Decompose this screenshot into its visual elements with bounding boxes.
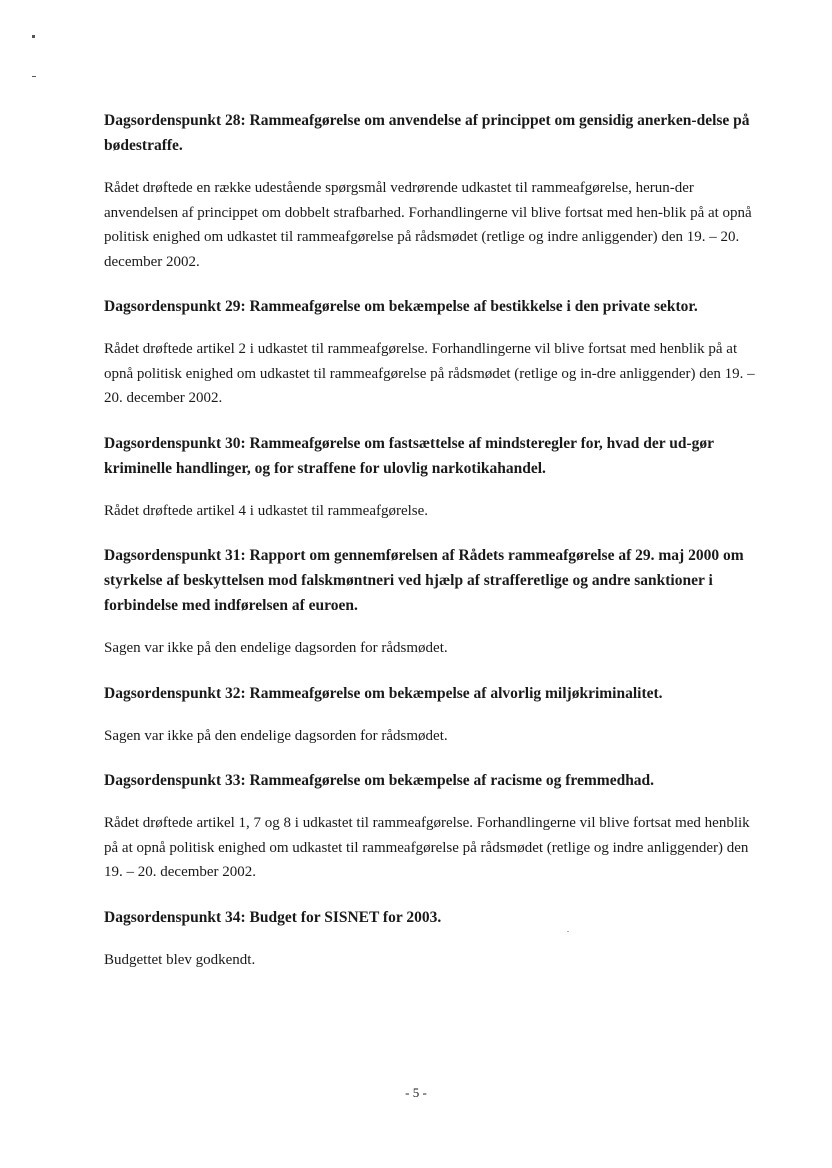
agenda-item-text: Budgettet blev godkendt.	[104, 951, 256, 968]
page-number: - 5 -	[405, 1085, 427, 1100]
scan-artifact	[32, 76, 36, 77]
agenda-item-text: Sagen var ikke på den endelige dagsorden for rådsmødet.	[104, 640, 448, 656]
scan-artifact	[32, 35, 35, 38]
agenda-item-text: Rådet drøftede artikel 1, 7 og 8 i udkastet til rammeafgørelse. Forhandlingerne vil blive fortsat med henblik på at opnå politisk enighed om udkastet til rammeafgørelse på rådsmødet (retlige og indre anliggender) den 19. – 20. december 2002.	[104, 815, 750, 880]
agenda-item-33	[104, 768, 756, 885]
document-body	[104, 108, 756, 992]
agenda-item-34	[104, 905, 756, 973]
agenda-item-heading: Dagsordenspunkt 32: Rammeafgørelse om bekæmpelse af alvorlig miljøkriminalitet.	[104, 684, 663, 702]
agenda-item-31	[104, 543, 756, 661]
agenda-item-heading: Dagsordenspunkt 28: Rammeafgørelse om anvendelse af princippet om gensidig anerken-delse på bødestraffe.	[104, 112, 750, 154]
agenda-item-29	[104, 294, 756, 411]
agenda-item-30	[104, 431, 756, 524]
agenda-item-heading: Dagsordenspunkt 30: Rammeafgørelse om fastsættelse af mindsteregler for, hvad der ud-gør kriminelle handlinger, og for straffene for ulovlig narkotikahandel.	[104, 434, 714, 477]
agenda-item-text: Sagen var ikke på den endelige dagsorden for rådsmødet.	[104, 727, 448, 744]
agenda-item-heading: Dagsordenspunkt 29: Rammeafgørelse om bekæmpelse af bestikkelse i den private sektor.	[104, 298, 698, 315]
agenda-item-text: Rådet drøftede artikel 2 i udkastet til rammeafgørelse. Forhandlingerne vil blive fortsat med henblik på at opnå politisk enighed om udkastet til rammeafgørelse på rådsmødet (retlige og in-dre anliggender) den 19. – 20. december 2002.	[104, 341, 755, 406]
agenda-item-heading: Dagsordenspunkt 31: Rapport om gennemførelsen af Rådets rammeafgørelse af 29. maj 2000 om styrkelse af beskyttelsen mod falskmøntneri ved hjælp af strafferetlige og andre sanktioner i forbindelse med indførelsen af euroen.	[104, 547, 744, 614]
agenda-item-28	[104, 108, 756, 274]
agenda-item-text: Rådet drøftede en række udestående spørgsmål vedrørende udkastet til rammeafgørelse, herun-der anvendelsen af princippet om dobbelt strafbarhed. Forhandlingerne vil blive fortsat med hen-blik på at opnå politisk enighed om udkastet til rammeafgørelse på rådsmødet (retlige og indre anliggender) den 19. – 20. december 2002.	[104, 180, 752, 270]
agenda-item-32	[104, 681, 756, 749]
agenda-item-heading: Dagsordenspunkt 34: Budget for SISNET for 2003.	[104, 908, 442, 926]
agenda-item-heading: Dagsordenspunkt 33: Rammeafgørelse om bekæmpelse af racisme og fremmedhad.	[104, 772, 655, 789]
agenda-item-text: Rådet drøftede artikel 4 i udkastet til rammeafgørelse.	[104, 502, 429, 519]
